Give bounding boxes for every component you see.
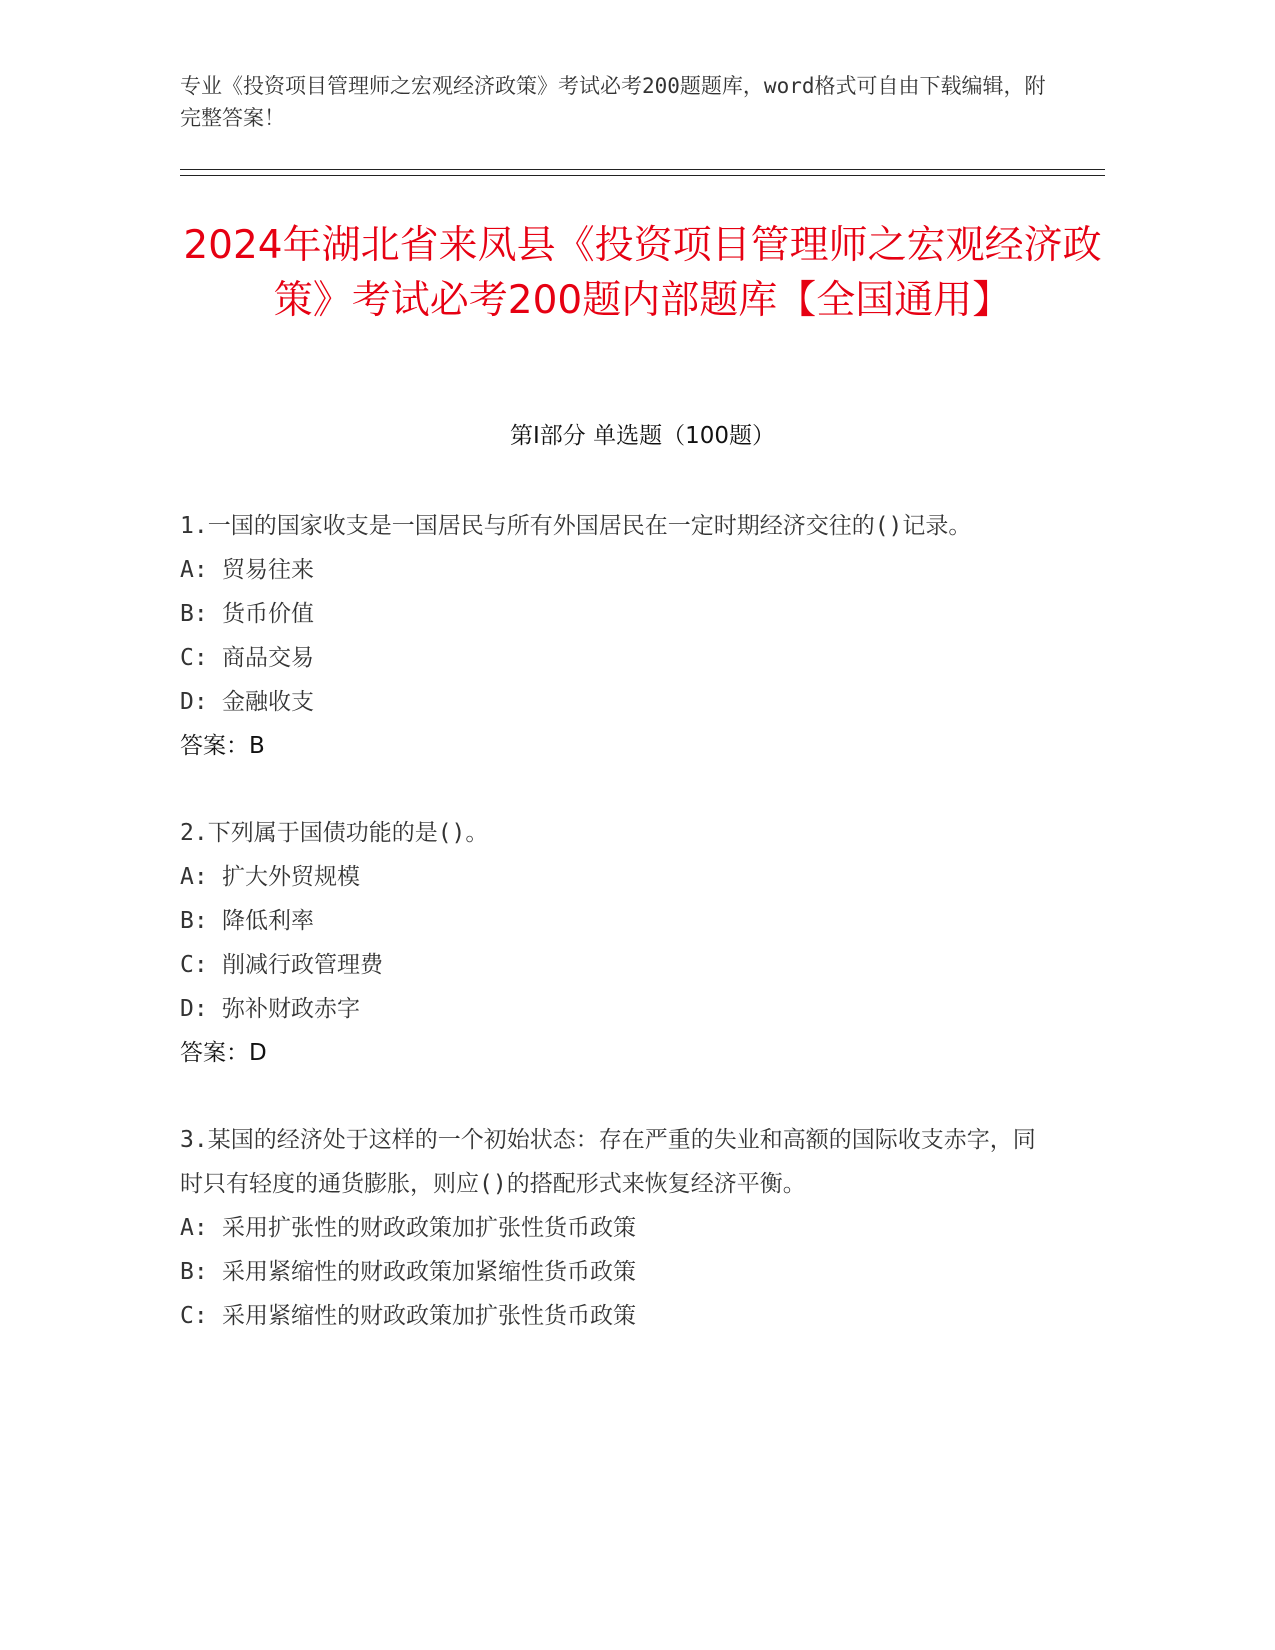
option-text: 金融收支 [222, 689, 314, 715]
option-item [180, 1250, 1040, 1294]
option-text: 采用扩张性的财政政策加扩张性货币政策 [222, 1215, 636, 1241]
question-stem: 1.一国的国家收支是一国居民与所有外国居民在一定时期经济交往的()记录。 [180, 513, 972, 539]
option-text: 贸易往来 [222, 557, 314, 583]
option-item [180, 987, 1040, 1031]
header-divider-top [180, 169, 1105, 170]
option-item [180, 899, 1040, 943]
header-note: 专业《投资项目管理师之宏观经济政策》考试必考200题题库，word格式可自由下载编辑，附完整答案！ [180, 74, 1046, 130]
option-key: B: [180, 1259, 208, 1285]
section-title: 第Ⅰ部分 单选题（100题） [510, 423, 775, 449]
answer-line: 答案：D [180, 1040, 267, 1066]
option-text: 商品交易 [222, 645, 314, 671]
question-item [180, 811, 1040, 1075]
option-key: D: [180, 996, 208, 1022]
question-item [180, 1118, 1040, 1338]
option-key: A: [180, 864, 208, 890]
question-item [180, 504, 1040, 768]
option-item [180, 943, 1040, 987]
header-divider-bottom [180, 175, 1105, 176]
question-stem: 3.某国的经济处于这样的一个初始状态：存在严重的失业和高额的国际收支赤字，同时只有轻度的通货膨胀，则应()的搭配形式来恢复经济平衡。 [180, 1127, 1036, 1197]
option-key: A: [180, 1215, 208, 1241]
option-text: 降低利率 [222, 908, 314, 934]
option-item [180, 636, 1040, 680]
option-key: B: [180, 601, 208, 627]
option-key: C: [180, 1303, 208, 1329]
option-item [180, 548, 1040, 592]
option-text: 采用紧缩性的财政政策加紧缩性货币政策 [222, 1259, 636, 1285]
option-item [180, 855, 1040, 899]
option-key: C: [180, 645, 208, 671]
option-text: 采用紧缩性的财政政策加扩张性货币政策 [222, 1303, 636, 1329]
option-item [180, 592, 1040, 636]
document-title: 2024年湖北省来凤县《投资项目管理师之宏观经济政策》考试必考200题内部题库【全国通用】 [183, 223, 1102, 323]
option-item [180, 1294, 1040, 1338]
question-stem: 2.下列属于国债功能的是()。 [180, 820, 489, 846]
option-item [180, 1206, 1040, 1250]
option-key: C: [180, 952, 208, 978]
option-key: B: [180, 908, 208, 934]
option-text: 扩大外贸规模 [222, 864, 360, 890]
question-list [180, 504, 1040, 1381]
answer-line: 答案：B [180, 733, 265, 759]
option-text: 货币价值 [222, 601, 314, 627]
option-item [180, 680, 1040, 724]
option-text: 弥补财政赤字 [222, 996, 360, 1022]
option-key: A: [180, 557, 208, 583]
option-text: 削减行政管理费 [222, 952, 383, 978]
option-key: D: [180, 689, 208, 715]
